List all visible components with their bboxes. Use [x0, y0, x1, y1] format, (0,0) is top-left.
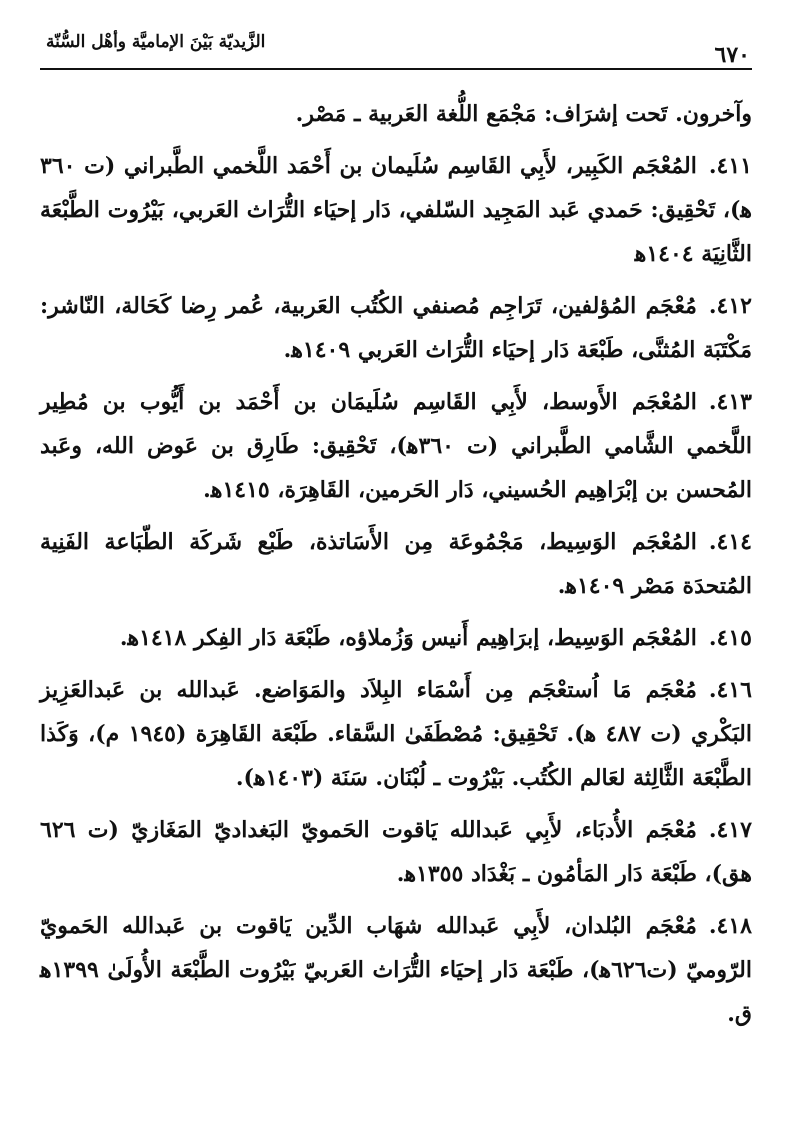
- document-page: [40, 0, 752, 1133]
- entry-number: ٤١٧.: [708, 817, 752, 843]
- bibliography-entry-415: [40, 616, 752, 660]
- running-header: [40, 28, 752, 70]
- bibliography-entry-411: [40, 144, 752, 276]
- entry-number: ٤١٣.: [708, 389, 752, 415]
- entry-number: ٤١١.: [708, 153, 752, 179]
- entry-text: مُعْجَم الأُدبَاء، لأَبِي عَبدالله يَاقوت الحَمويّ البَغداديّ المَغَازيّ (ت ٦٢٦ هق)، طَبْعَة دَار المَأمُون ـ بَغْدَاد ١٣٥٥ﻫ.: [40, 817, 752, 887]
- entry-number: ٤١٢.: [708, 293, 752, 319]
- entry-text: المُعْجَم الكَبِير، لأَبِي القَاسِم سُلَيمان بن أَحْمَد اللَّخمي الطَّبراني (ت ٣٦٠ ﻫ)، تَحْقِيق: حَمدي عَبد المَجِيد السّلفي، دَار إحيَاء التُّرَاث العَربي، بَيْرُوت الطَّبْعَة الثَّانِيَة ١٤٠٤ﻫ: [40, 153, 752, 267]
- entry-text: المُعْجَم الوَسِيط، مَجْمُوعَة مِن الأَسَاتذة، طَبْع شَركَة الطّبَاعة الفَنِية المُتحدَة مَصْر ١٤٠٩ﻫ.: [40, 529, 752, 599]
- entry-number: ٤١٨.: [708, 913, 752, 939]
- bibliography-entry-413: [40, 380, 752, 512]
- entry-text: مُعْجَم البُلدان، لأَبِي عَبدالله شهَاب الدِّين يَاقوت بن عَبدالله الحَمويّ الرّوميّ (ت٦٢٦ﻫ)، طَبْعَة دَار إحيَاء التُّرَاث العَربيّ بَيْرُوت الطَّبْعَة الأُولَىٰ ١٣٩٩ﻫ ق.: [40, 913, 752, 1027]
- entry-text: مُعْجَم مَا اُستعْجَم مِن أَسْمَاء البِلاَد والمَوَاضع. عَبدالله بن عَبدالعَزِيز البَكْري (ت ٤٨٧ ﻫ). تَحْقِيق: مُصْطَفَىٰ السَّقاء. طَبْعَة القَاهِرَة (١٩٤٥ م)، وَكَذا الطَّبْعَة الثَّالِثة لعَالم الكُتُب. بَيْرُوت ـ لُبْنَان. سَنَة (١٤٠٣ﻫ).: [40, 677, 752, 791]
- bibliography-entry-417: [40, 808, 752, 896]
- bibliography-list: [40, 92, 752, 1044]
- entry-text: المُعْجَم الأَوسط، لأَبِي القَاسِم سُلَيمَان بن أَحْمَد بن أَيُّوب بن مُطِير اللَّخمي الشَّامي الطَّبراني (ت ٣٦٠ﻫ)، تَحْقِيق: طَارِق بن عَوض الله، وعَبد المُحسن بن إبْرَاهِيم الحُسيني، دَار الحَرمين، القَاهِرَة، ١٤١٥ﻫ.: [40, 389, 752, 503]
- bibliography-entry-414: [40, 520, 752, 608]
- entry-number: ٤١٥.: [708, 625, 752, 651]
- entry-number: ٤١٤.: [708, 529, 752, 555]
- bibliography-entry-418: [40, 904, 752, 1036]
- entry-text: المُعْجَم الوَسِيط، إبرَاهِيم أَنيس وَزُملاؤه، طَبْعَة دَار الفِكر ١٤١٨ﻫ.: [119, 625, 697, 651]
- bibliography-entry-412: [40, 284, 752, 372]
- entry-text: مُعْجَم المُؤلفين، تَرَاجِم مُصنفي الكُتُب العَربية، عُمر رِضا كَحَالة، النّاشر: مَكْتَبَة المُثنَّى، طَبْعَة دَار إحيَاء التُّرَاث العَربي ١٤٠٩ﻫ.: [40, 293, 752, 363]
- bibliography-entry-416: [40, 668, 752, 800]
- running-title: الزَّيديّة بَيْنَ الإماميَّة وأهْل السُّنّة: [46, 32, 266, 52]
- page-number: ٦٧٠: [714, 42, 750, 68]
- entry-number: ٤١٦.: [708, 677, 752, 703]
- continuation-text: وآخرون. تَحت إشرَاف: مَجْمَع اللُّغة العَربية ـ مَصْر.: [295, 101, 752, 127]
